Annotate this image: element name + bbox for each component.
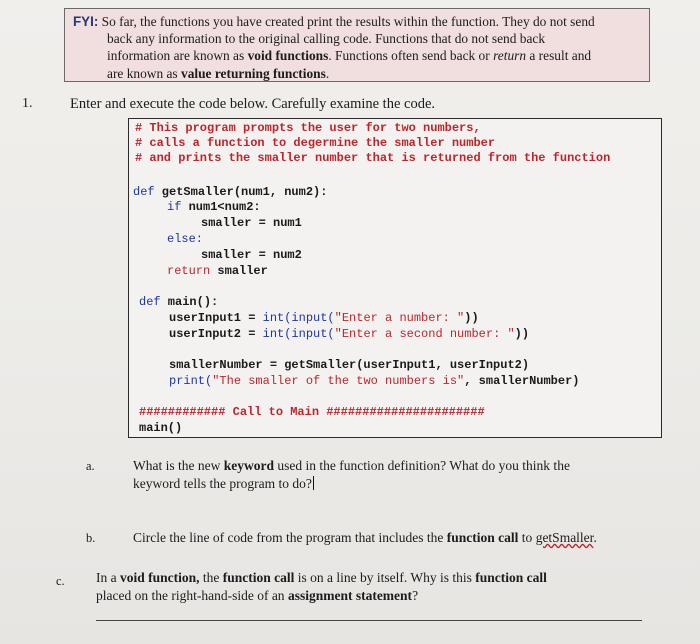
fyi-line-4: are known as value returning functions. [107,65,330,81]
code-main-call: main() [139,421,183,435]
question-1-number: 1. [22,96,33,111]
answer-line [96,620,642,621]
fyi-box [64,8,650,82]
fyi-line-3: information are known as void functions. Functions often send back or return a result and [107,48,592,64]
code-smallernumber: smallerNumber = getSmaller(userInput1, userInput2) [169,358,530,372]
code-listing [128,118,662,438]
code-def-getsmaller: def getSmaller(num1, num2): [133,185,328,199]
fyi-line-1: FYI: So far, the functions you have created print the results within the function. They do not send [73,14,595,29]
question-1-text: Enter and execute the code below. Carefully examine the code. [70,96,436,112]
code-userinput-2: userInput2 = int(input("Enter a second number: ")) [169,327,530,341]
question-b-text: Circle the line of code from the program that includes the function call to getSmaller. [133,530,597,545]
code-comment-2: # calls a function to degermine the smaller number [135,136,496,150]
code-comment-1: # This program prompts the user for two numbers, [135,121,481,135]
fyi-label: FYI: [73,14,99,29]
code-if: if num1<num2: [167,200,261,214]
code-userinput-1: userInput1 = int(input("Enter a number: ")) [169,311,479,325]
question-b-marker: b. [86,531,96,545]
code-smaller-2: smaller = num2 [201,248,302,262]
code-def-main: def main(): [139,295,219,309]
code-comment-3: # and prints the smaller number that is returned from the function [135,151,611,165]
question-a-marker: a. [86,459,95,473]
code-smaller-1: smaller = num1 [201,216,302,230]
code-call-to-main-comment: ############ Call to Main ###################### [139,405,485,419]
code-return: return smaller [167,264,268,278]
fyi-line-2: back any information to the original calling code. Functions that do not send back [107,31,546,47]
text-cursor [313,476,314,490]
question-c-marker: c. [56,574,65,588]
question-a-text: What is the new keyword used in the function definition? What do you think the keyword tells the program to do? [133,458,570,491]
code-print: print("The smaller of the two numbers is", smallerNumber) [169,374,580,388]
question-c-text: In a void function, the function call is on a line by itself. Why is this function call placed on the right-hand-side of an assignment statement? [96,570,547,603]
code-else: else: [167,232,204,246]
